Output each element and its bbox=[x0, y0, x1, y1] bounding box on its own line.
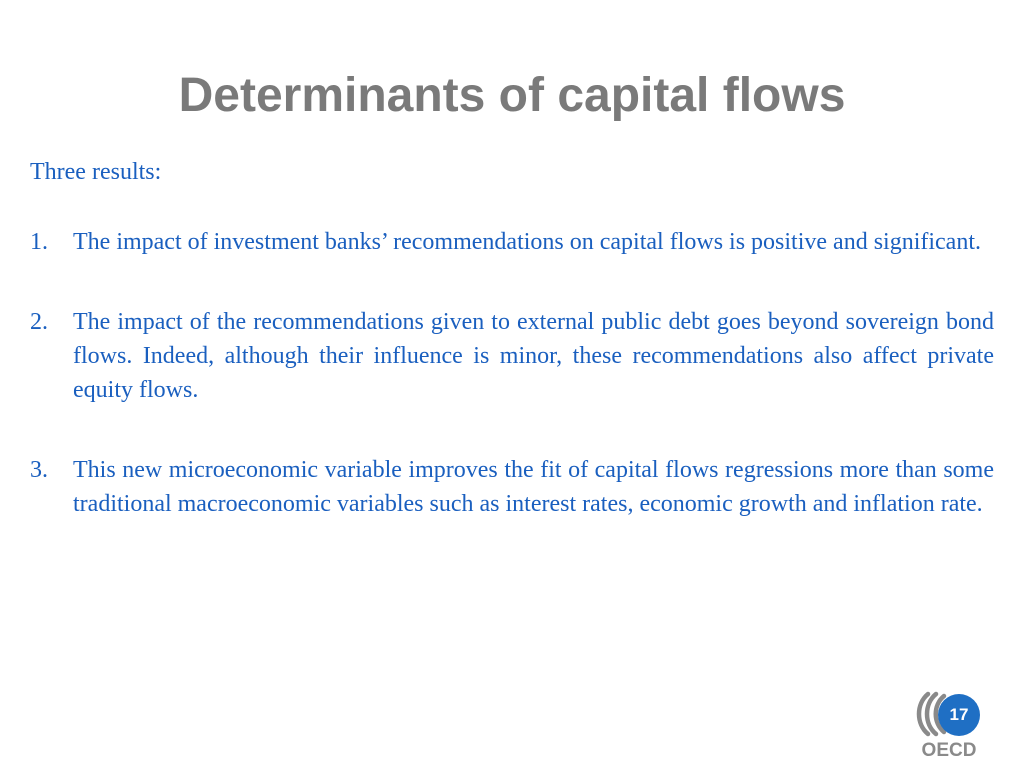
result-item-1 bbox=[30, 225, 994, 259]
results-list bbox=[30, 225, 994, 521]
result-number: 2. bbox=[30, 309, 48, 335]
result-text: This new microeconomic variable improves the fit of capital flows regressions more than some traditional macroeconomic variables such as interest rates, economic growth and inflation rate. bbox=[73, 457, 994, 517]
page-number-badge: 17 bbox=[938, 694, 980, 736]
result-text: The impact of the recommendations given to external public debt goes beyond sovereign bond flows. Indeed, although their influence is minor, these recommendations also affect private equity flows. bbox=[73, 309, 994, 403]
logo-wordmark: OECD bbox=[921, 740, 977, 760]
result-text: The impact of investment banks’ recommendations on capital flows is positive and significant. bbox=[73, 229, 982, 255]
result-item-2 bbox=[30, 305, 994, 407]
result-item-3 bbox=[30, 453, 994, 521]
intro-text: Three results: bbox=[30, 159, 162, 185]
result-number: 1. bbox=[30, 229, 48, 255]
slide-title: Determinants of capital flows bbox=[178, 69, 846, 122]
result-number: 3. bbox=[30, 457, 48, 483]
slide-body bbox=[30, 155, 994, 567]
